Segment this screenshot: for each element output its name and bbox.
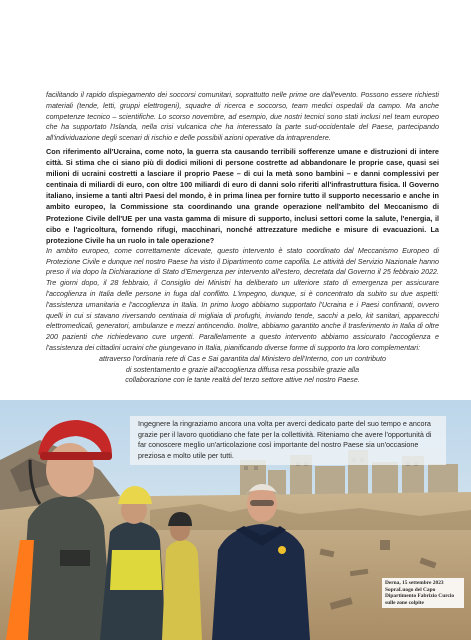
closing-remarks-text: Ingegnere la ringraziamo ancora una volta per averci dedicato parte del suo tempo e ancora grazie per il lavoro quotidiano che fate per la collettività. Riteniamo che avere l'opportunità di far conoscere meglio un'articolazione così importante del nostro Paese sia un'occasione preziosa e molto utile per tutti. (138, 419, 432, 460)
answer-closing-line-3: collaborazione con le tante realtà del terzo settore attive nel nostro Paese. (125, 376, 360, 385)
question-paragraph-ukraine: Con riferimento all'Ucraina, come noto, la guerra sta causando terribili sofferenze umane e distruzioni di intere città. Si stima che ci siano più di dodici milioni di persone costrette ad abbandonare le proprie case, quasi sei milioni di ucraini costretti a lasciare il proprio Paese – di cui la metà sono bambini – e danni complessivi per centinaia di miliardi di euro, con oltre 100 miliardi di euro di danni solo riferiti all'infrastruttura fisica. Il Governo italiano, insieme a tanti altri Paesi del mondo, è in prima linea per fornire tutto il supporto necessario e anche in ambito europeo, la Commissione sta coordinando una grande operazione nell'ambito del Meccanismo di Protezione Civile dell'UE per una vasta gamma di misure di supporto, inclusi settori come la salute, l'energia, il cibo e l'agricoltura, fornendo rifugi, macchinari, nonché attrezzature mediche e misure di evacuazioni. La protezione Civile ha un ruolo in tale operazione? (46, 146, 439, 245)
answer-closing-line-2: di sostentamento e grazie all'accoglienza diffusa resa possibile grazie alla (125, 365, 360, 374)
closing-remarks-box (130, 416, 446, 465)
interview-text-column (46, 90, 439, 386)
photo-caption (382, 578, 464, 608)
answer-paragraph-2: In ambito europeo, come correttamente dicevate, questo intervento è stato coordinato dal Meccanismo Europeo di Protezione Civile e dunque nel nostro Paese ha visto il Dipartimento come capofila. Le attività del Servizio Nazionale hanno preso il via dopo la Dichiarazione di Stato d'Emergenza per intervento all'estero, decretata dal Governo il 25 febbraio 2022. Tre giorni dopo, il 28 febbraio, il Consiglio dei Ministri ha deliberato un ulteriore stato di emergenza per assicurare l'accoglienza in Italia delle persone in fuga dal conflitto. L'impegno, dunque, si è concentrato da subito su due aspetti: l'assistenza umanitaria e l'accoglienza in Italia. In primo luogo abbiamo supportato l'Ucraina e i Paesi confinanti, ovvero quelli in cui si stavano riversando centinaia di migliaia di profughi, inviando tende, sacchi a pelo, kit sanitari, apparecchi elettromedicali, generatori, ambulanze e mezzi antincendio. Inoltre, abbiamo garantito anche il trasferimento in Italia di oltre 200 pazienti che richiedevano cure urgenti. Parallelamente a questo intervento abbiamo assicurato l'accoglienza e l'assistenza dei cittadini ucraini che giungevano in Italia, pianificando diverse forme di supporto tra loro complementari: (46, 246, 439, 352)
answer-paragraph-1: facilitando il rapido dispiegamento dei soccorsi comunitari, soprattutto nelle prime ore dall'evento. Possono essere richiesti materiali (tende, letti, gruppi elettrogeni), squadre di ricerca e soccorso, team medici ospedali da campo. Ma anche competenze tecnico – scientifiche. Lo scorso novembre, ad esempio, due nostri tecnici sono stati inclusi nel team europeo che ha supportato l'Islanda, nella crisi vulcanica che ha interessato la parte sud-occidentale del Paese, partecipando all'individuazione degli scenari di rischio e delle possibili azioni operative da intraprendere. (46, 91, 439, 143)
photo-caption-text: Derna, 15 settembre 2023 SopraLuogo del Capo Dipartimento Fabrizio Curcio sulle zone colpite (385, 580, 455, 606)
protezione-civile-emblem-icon (278, 546, 286, 554)
answer-closing-line-1: attraverso l'ordinaria rete di Cas e Sai garantita dal Ministero dell'Interno, con un contributo (99, 354, 386, 363)
